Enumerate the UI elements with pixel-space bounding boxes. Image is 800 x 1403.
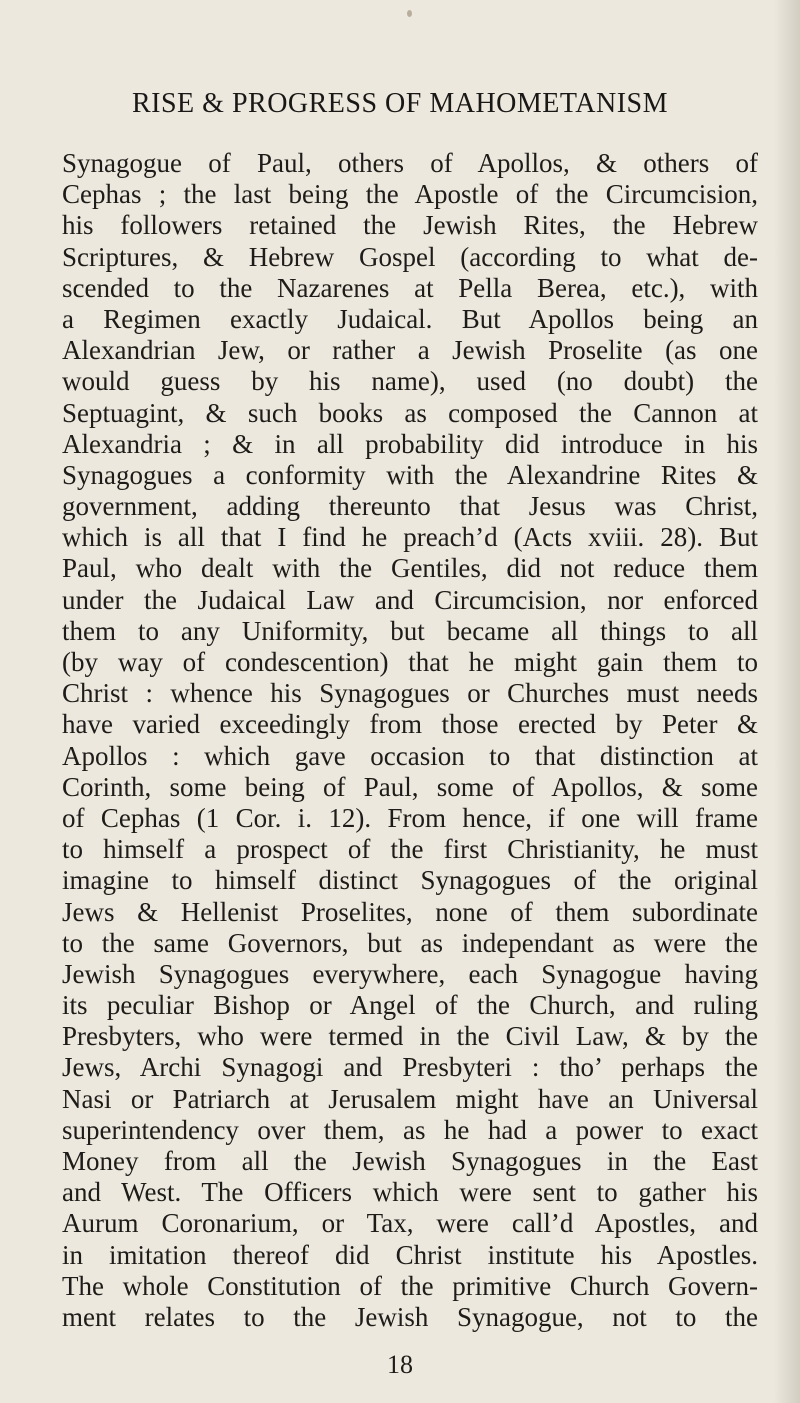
text-line: Jews & Hellenist Proselites, none of them subordinate	[62, 896, 758, 927]
text-line: Alexandria ; & in all probability did introduce in his	[62, 428, 758, 459]
text-line: his followers retained the Jewish Rites, the Hebrew	[62, 210, 758, 241]
text-line: superintendency over them, as he had a power to exact	[62, 1114, 758, 1145]
page-edge-shadow	[774, 0, 800, 1403]
text-line: which is all that I find he preach’d (Acts xviii. 28). But	[62, 522, 758, 553]
text-line: Synagogues a conformity with the Alexandrine Rites &	[62, 459, 758, 490]
text-line: under the Judaical Law and Circumcision, nor enforced	[62, 584, 758, 615]
text-line: ment relates to the Jewish Synagogue, not to the	[62, 1301, 758, 1332]
text-line: Nasi or Patriarch at Jerusalem might have an Universal	[62, 1083, 758, 1114]
text-line: Paul, who dealt with the Gentiles, did not reduce them	[62, 553, 758, 584]
text-line: have varied exceedingly from those erected by Peter &	[62, 709, 758, 740]
text-line: its peculiar Bishop or Angel of the Church, and ruling	[62, 990, 758, 1021]
text-line: to the same Governors, but as independant as were the	[62, 927, 758, 958]
text-line: (by way of condescention) that he might gain them to	[62, 647, 758, 677]
text-line: Jewish Synagogues everywhere, each Synagogue having	[62, 958, 758, 989]
text-line: Money from all the Jewish Synagogues in the East	[62, 1146, 758, 1176]
page-number: 18	[387, 1350, 413, 1379]
text-line: imagine to himself distinct Synagogues of the original	[62, 865, 758, 896]
text-line: scended to the Nazarenes at Pella Berea, etc.), with	[62, 272, 758, 303]
text-line: Jews, Archi Synagogi and Presbyteri : tho’ perhaps the	[62, 1052, 758, 1083]
text-line: and West. The Officers which were sent to gather his	[62, 1177, 758, 1208]
text-line: to himself a prospect of the first Christianity, he must	[62, 834, 758, 865]
text-line: Apollos : which gave occasion to that distinction at	[62, 740, 758, 771]
text-line: Synagogue of Paul, others of Apollos, & others of	[62, 148, 758, 178]
text-line: a Regimen exactly Judaical. But Apollos being an	[62, 303, 758, 334]
body-text	[62, 148, 758, 1333]
text-line: The whole Constitution of the primitive Church Govern-	[62, 1270, 758, 1301]
text-line: Presbyters, who were termed in the Civil Law, & by the	[62, 1021, 758, 1052]
text-line: Corinth, some being of Paul, some of Apollos, & some	[62, 771, 758, 802]
text-line: Scriptures, & Hebrew Gospel (according to what de-	[62, 241, 758, 272]
text-line: Septuagint, & such books as composed the Cannon at	[62, 397, 758, 428]
text-line: of Cephas (1 Cor. i. 12). From hence, if one will frame	[62, 802, 758, 833]
text-line: them to any Uniformity, but became all things to all	[62, 615, 758, 646]
page-speck	[407, 10, 412, 17]
text-line: in imitation thereof did Christ institute his Apostles.	[62, 1239, 758, 1270]
text-line: Alexandrian Jew, or rather a Jewish Proselite (as one	[62, 335, 758, 366]
text-line: Christ : whence his Synagogues or Churches must needs	[62, 678, 758, 709]
running-head: RISE & PROGRESS OF MAHOMETANISM	[131, 88, 668, 119]
text-line: would guess by his name), used (no doubt) the	[62, 366, 758, 397]
text-line: Cephas ; the last being the Apostle of the Circumcision,	[62, 179, 758, 210]
text-line: government, adding thereunto that Jesus was Christ,	[62, 491, 758, 522]
text-line: Aurum Coronarium, or Tax, were call’d Apostles, and	[62, 1208, 758, 1239]
